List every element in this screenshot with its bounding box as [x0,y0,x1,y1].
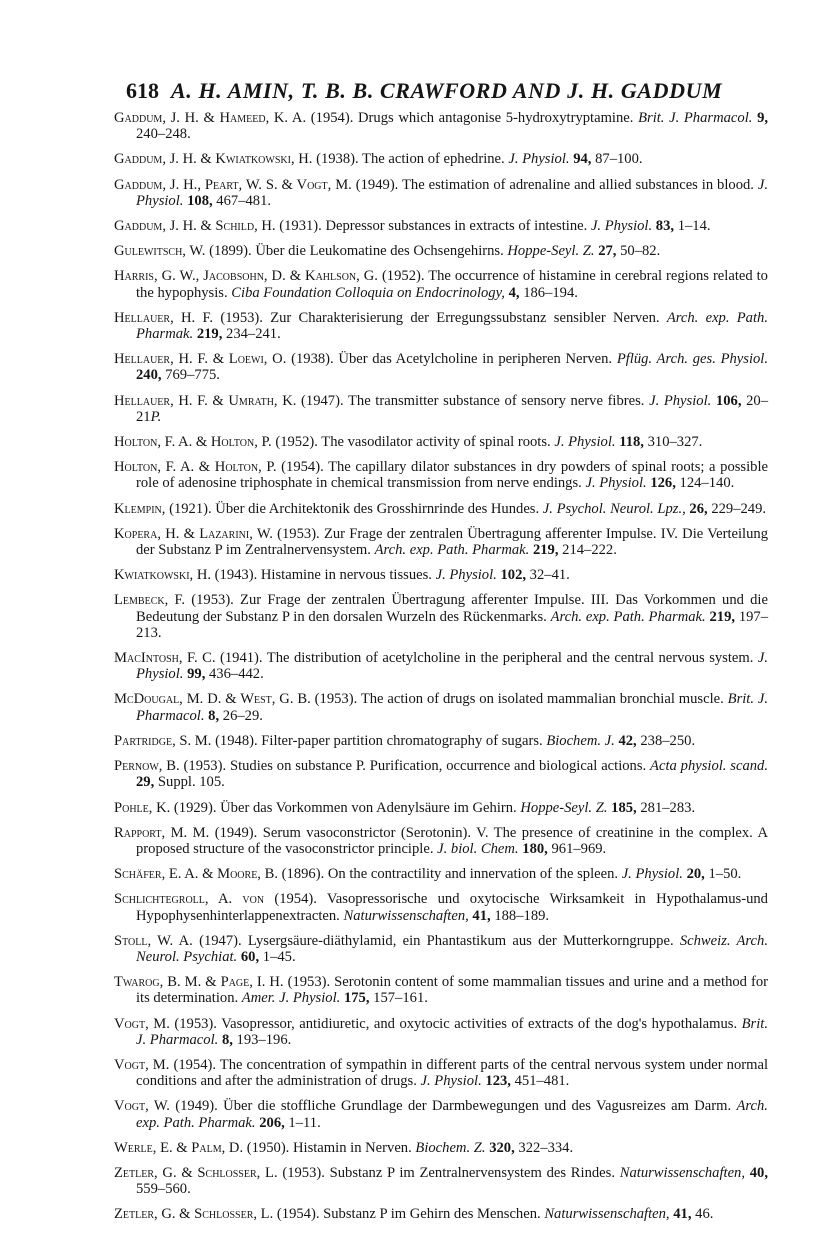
reference-pages: 559–560. [136,1181,191,1198]
reference-year: (1896). [281,866,325,883]
reference-year: (1953). [174,1015,217,1032]
reference-authors: Vogt, M. [114,1056,170,1073]
reference-year: (1953). [287,974,331,991]
reference-entry [114,243,768,259]
reference-entry [114,1016,768,1048]
reference-entry [114,825,768,857]
reference-title: Über die Leukomatine des Ochsengehirns. [255,243,504,260]
reference-entry [114,501,768,517]
reference-volume: 26, [689,500,708,517]
reference-journal: Ciba Foundation Colloquia on Endocrinology, [231,284,505,301]
reference-authors: Gaddum, J. H. & Hameed, K. A. [114,110,307,126]
reference-volume: 320, [489,1139,515,1156]
reference-entry [114,733,768,749]
reference-title: Depressor substances in extracts of intestine. [325,218,588,235]
reference-authors: Klempin, [114,500,166,517]
reference-pages: 20–21 [136,392,768,425]
reference-title: Filter-paper partition chromatography of sugars. [261,732,543,749]
reference-pages: 1–11. [288,1114,321,1131]
reference-title: Histamin in Nerven. [292,1139,412,1156]
reference-entry [114,177,768,209]
reference-entry [114,567,768,583]
reference-volume: 83, [655,218,675,235]
reference-title: The concentration of sympathin in different parts of the central nervous system under normal conditions and after the administration of drugs. [136,1056,769,1090]
reference-volume: 20, [686,866,705,883]
reference-year: (1952). [381,268,425,285]
reference-pages: 214–222. [562,542,617,559]
reference-year: (1950). [246,1139,290,1156]
reference-authors: Stoll, W. A. [114,932,193,949]
reference-journal: Arch. exp. Path. Pharmak. [550,608,706,625]
reference-journal: Hoppe-Seyl. Z. [520,799,608,816]
reference-year: (1921). [169,500,212,517]
reference-authors: Twarog, B. M. & Page, I. H. [114,974,284,991]
reference-authors: Holton, F. A. & Holton, P. [114,459,277,476]
reference-entry [114,218,768,234]
reference-entry [114,526,768,558]
reference-year: (1938). [291,351,334,368]
reference-pages: 50–82. [620,243,661,260]
reference-journal: Amer. J. Physiol. [241,990,341,1007]
reference-pages: 281–283. [640,799,696,816]
reference-journal: J. Physiol. [554,434,616,451]
reference-entry [114,758,768,790]
reference-year: (1954). [276,1206,320,1223]
reference-authors: Hellauer, H. F. [114,309,214,326]
reference-year: (1953). [277,525,320,542]
reference-volume: 240, [136,367,162,384]
reference-year: (1941). [219,650,263,667]
reference-authors: Pernow, B. [114,758,180,775]
reference-journal: Arch. exp. Path. Pharmak. [136,1098,768,1131]
reference-authors: Holton, F. A. & Holton, P. [114,434,272,451]
reference-title: Substanz P im Gehirn des Menschen. [323,1206,541,1223]
reference-title: The vasodilator activity of spinal roots. [321,434,551,451]
reference-pages: 961–969. [551,840,607,857]
running-title: A. H. AMIN, T. B. B. CRAWFORD AND J. H. GADDUM [171,78,723,103]
reference-journal: J. Physiol. [136,176,769,209]
reference-pages: 186–194. [523,284,578,301]
reference-authors: McDougal, M. D. & West, G. B. [114,691,311,708]
reference-title: The estimation of adrenaline and allied substances in blood. [402,176,754,193]
reference-year: (1953). [191,592,234,609]
reference-volume: 206, [259,1114,285,1131]
reference-entry [114,310,768,342]
reference-volume: 102, [500,567,527,584]
reference-title: Zur Frage der zentralen Übertragung afferenter Impulse. III. Das Vorkommen und die Bedeutung der Substanz P in den dorsalen Wurzeln des Rückenmarks. [136,592,768,625]
reference-authors: Hellauer, H. F. & Loewi, O. [114,351,287,368]
reference-journal: J. Physiol. [621,866,683,883]
reference-volume: 4, [508,284,520,301]
reference-year: (1953). [282,1164,325,1181]
reference-volume: 219, [709,608,736,625]
reference-pages: 1–14. [677,218,711,235]
reference-pages: 436–442. [209,666,264,683]
reference-entry [114,268,768,300]
reference-title: Substanz P im Zentralnervensystem des Rindes. [329,1164,615,1181]
reference-journal: J. Physiol. [590,218,653,235]
reference-year: (1929). [173,799,217,816]
reference-journal: J. Physiol. [585,475,647,492]
reference-title: The transmitter substance of sensory nerve fibres. [347,392,645,409]
reference-title: The capillary dilator substances in dry powders of spinal roots; a possible role of adenosine triphosphate in chemical transmission from nerve endings. [136,459,768,492]
reference-entry [114,650,768,682]
reference-journal: J. Physiol. [420,1073,482,1090]
reference-list [114,110,768,1232]
reference-year: (1947). [301,392,344,409]
reference-journal: Schweiz. Arch. Neurol. Psychiat. [136,932,768,965]
reference-volume: 106, [715,392,742,409]
reference-authors: Vogt, W. [114,1098,170,1115]
reference-entry [114,434,768,450]
reference-title: Histamine in nervous tissues. [260,567,432,584]
reference-entry [114,1057,768,1089]
reference-authors: Rapport, M. M. [114,824,210,841]
reference-pages-suffix: P. [150,408,162,425]
reference-volume: 29, [136,774,155,791]
reference-year: (1948). [215,732,258,749]
reference-pages: 238–250. [640,732,696,749]
reference-authors: Zetler, G. & Schlosser, L. [114,1206,274,1223]
reference-journal: Brit. J. Pharmacol. [136,691,769,724]
reference-volume: 9, [757,110,769,126]
reference-journal: Arch. exp. Path. Pharmak. [136,309,768,343]
reference-pages: 87–100. [595,151,643,168]
reference-journal: Arch. exp. Path. Pharmak. [374,542,530,559]
reference-pages: Suppl. 105. [157,774,225,791]
reference-title: The distribution of acetylcholine in the peripheral and the central nervous system. [266,650,754,667]
reference-volume: 126, [650,475,676,492]
reference-journal: Biochem. Z. [415,1139,486,1156]
reference-pages: 193–196. [236,1031,292,1048]
reference-pages: 188–189. [494,907,550,924]
reference-volume: 41, [673,1206,692,1223]
reference-pages: 1–45. [262,948,296,965]
reference-year: (1949). [175,1098,218,1115]
reference-title: Serum vasoconstrictor (Serotonin). V. The presence of creatinine in the complex. A proposed structure of the vasoconstrictor principle. [136,824,768,857]
reference-title: Studies on substance P. Purification, occurrence and biological actions. [229,758,647,775]
reference-authors: Gaddum, J. H. & Schild, H. [114,218,276,235]
reference-year: (1943). [214,567,258,584]
reference-pages: 26–29. [222,707,263,724]
reference-journal: Brit. J. Pharmacol. [638,110,753,126]
reference-title: Über das Acetylcholine in peripheren Nerven. [338,351,613,368]
reference-title: The action of drugs on isolated mammalian bronchial muscle. [360,691,724,708]
reference-year: (1949). [214,824,258,841]
reference-journal: Biochem. J. [546,732,615,749]
reference-volume: 219, [532,542,559,559]
reference-entry [114,459,768,491]
reference-journal: Pflüg. Arch. ges. Physiol. [616,351,768,368]
reference-journal: J. Psychol. Neurol. Lpz., [542,500,686,517]
reference-entry [114,151,768,167]
reference-entry [114,866,768,882]
reference-title: Vasopressorische und oxytocische Wirksamkeit in Hypothalamus-und Hypophysenhinterlappenextracten. [136,891,768,924]
reference-pages: 322–334. [518,1139,574,1156]
page-header [126,78,746,108]
reference-entry [114,1165,768,1197]
reference-journal: J. Physiol. [136,650,769,683]
reference-pages: 197–213. [136,608,769,641]
reference-year: (1953). [314,691,358,708]
reference-journal: J. Physiol. [508,151,570,168]
reference-journal: Hoppe-Seyl. Z. [507,243,595,260]
reference-authors: Gulewitsch, W. [114,243,206,260]
reference-title: Zur Frage der zentralen Übertragung afferenter Impulse. IV. Die Verteilung der Substanz P im Zentralnervensystem. [136,525,768,559]
page-number: 618 [126,78,159,103]
reference-volume: 27, [598,243,617,260]
reference-volume: 40, [749,1164,768,1181]
reference-volume: 180, [522,840,548,857]
reference-entry [114,592,768,641]
reference-pages: 1–50. [708,866,742,883]
reference-entry [114,1140,768,1156]
reference-pages: 310–327. [647,434,703,451]
reference-year: (1938). [316,151,359,168]
reference-entry [114,891,768,923]
reference-year: (1947). [199,932,242,949]
reference-entry [114,974,768,1006]
reference-entry [114,393,768,425]
reference-pages: 46. [695,1206,714,1223]
reference-year: (1899). [209,243,252,260]
reference-entry [114,110,768,142]
reference-authors: Hellauer, H. F. & Umrath, K. [114,392,297,409]
reference-authors: Kwiatkowski, H. [114,567,212,584]
reference-authors: Pohle, K. [114,799,171,816]
reference-pages: 467–481. [216,192,272,209]
reference-title: Serotonin content of some mammalian tissues and urine and a method for its determination. [136,974,768,1007]
reference-authors: Zetler, G. & Schlosser, L. [114,1164,278,1181]
reference-volume: 94, [573,151,592,168]
reference-entry [114,351,768,383]
reference-authors: Kopera, H. & Lazarini, W. [114,525,273,542]
reference-year: (1954). [310,110,354,126]
reference-authors: Lembeck, F. [114,592,186,609]
reference-journal: J. Physiol. [649,392,712,409]
reference-year: (1952). [275,434,318,451]
reference-journal: J. biol. Chem. [437,840,519,857]
reference-pages: 229–249. [711,500,767,517]
reference-year: (1953). [183,758,227,775]
reference-title: On the contractility and innervation of the spleen. [327,866,619,883]
reference-title: Über das Vorkommen von Adenylsäure im Gehirn. [220,799,517,816]
reference-authors: Gaddum, J. H. & Kwiatkowski, H. [114,151,313,168]
reference-title: Drugs which antagonise 5-hydroxytryptamine. [358,110,634,126]
reference-authors: Schlichtegroll, A. von [114,891,265,908]
reference-volume: 219, [196,326,223,343]
reference-volume: 108, [187,192,213,209]
reference-year: (1953). [220,309,263,326]
reference-entry [114,691,768,723]
reference-title: Zur Charakterisierung der Erregungssubstanz sensibler Nerven. [270,309,660,326]
reference-title: The action of ephedrine. [362,151,505,168]
reference-entry [114,800,768,816]
reference-title: The occurrence of histamine in cerebral regions related to the hypophysis. [136,268,768,301]
reference-journal: Acta physiol. scand. [650,758,768,775]
reference-entry [114,933,768,965]
reference-title: Über die Architektonik des Grosshirnrinde des Hundes. [215,500,540,517]
reference-journal: Brit. J. Pharmacol. [136,1015,768,1048]
reference-pages: 769–775. [165,367,220,384]
reference-year: (1949). [355,176,399,193]
reference-title: Vasopressor, antidiuretic, and oxytocic activities of extracts of the dog's hypothalamus. [221,1015,738,1032]
reference-authors: MacIntosh, F. C. [114,650,216,667]
reference-pages: 124–140. [679,475,735,492]
reference-authors: Schäfer, E. A. & Moore, B. [114,866,278,883]
reference-pages: 451–481. [514,1073,570,1090]
reference-volume: 41, [472,907,491,924]
reference-title: Über die stoffliche Grundlage der Darmbewegungen und des Vagusreizes am Darm. [223,1098,732,1115]
reference-journal: Naturwissenschaften, [619,1164,745,1181]
reference-entry [114,1206,768,1222]
reference-year: (1931). [279,218,322,235]
reference-pages: 32–41. [529,567,570,584]
reference-year: (1954). [173,1056,217,1073]
reference-journal: Naturwissenschaften, [343,907,469,924]
reference-year: (1954). [274,891,317,908]
reference-pages: 234–241. [226,326,281,343]
reference-year: (1954). [281,459,324,476]
reference-volume: 118, [619,434,644,451]
reference-volume: 42, [618,732,637,749]
reference-title: Lysergsäure-diäthylamid, ein Phantastikum aus der Mutterkorngruppe. [247,932,674,949]
reference-volume: 8, [221,1031,233,1048]
reference-journal: Naturwissenschaften, [544,1206,670,1223]
reference-authors: Harris, G. W., Jacobsohn, D. & Kahlson, G. [114,268,378,285]
reference-volume: 60, [240,948,260,965]
reference-entry [114,1098,768,1130]
reference-pages: 240–248. [136,126,191,143]
reference-authors: Partridge, S. M. [114,732,212,749]
reference-volume: 175, [343,990,370,1007]
reference-volume: 99, [187,666,206,683]
reference-pages: 157–161. [373,990,428,1007]
reference-authors: Gaddum, J. H., Peart, W. S. & Vogt, M. [114,176,352,193]
reference-volume: 185, [611,799,637,816]
reference-authors: Werle, E. & Palm, D. [114,1139,244,1156]
reference-journal: J. Physiol. [435,567,497,584]
reference-volume: 123, [485,1073,511,1090]
reference-authors: Vogt, M. [114,1015,170,1032]
reference-volume: 8, [208,707,220,724]
